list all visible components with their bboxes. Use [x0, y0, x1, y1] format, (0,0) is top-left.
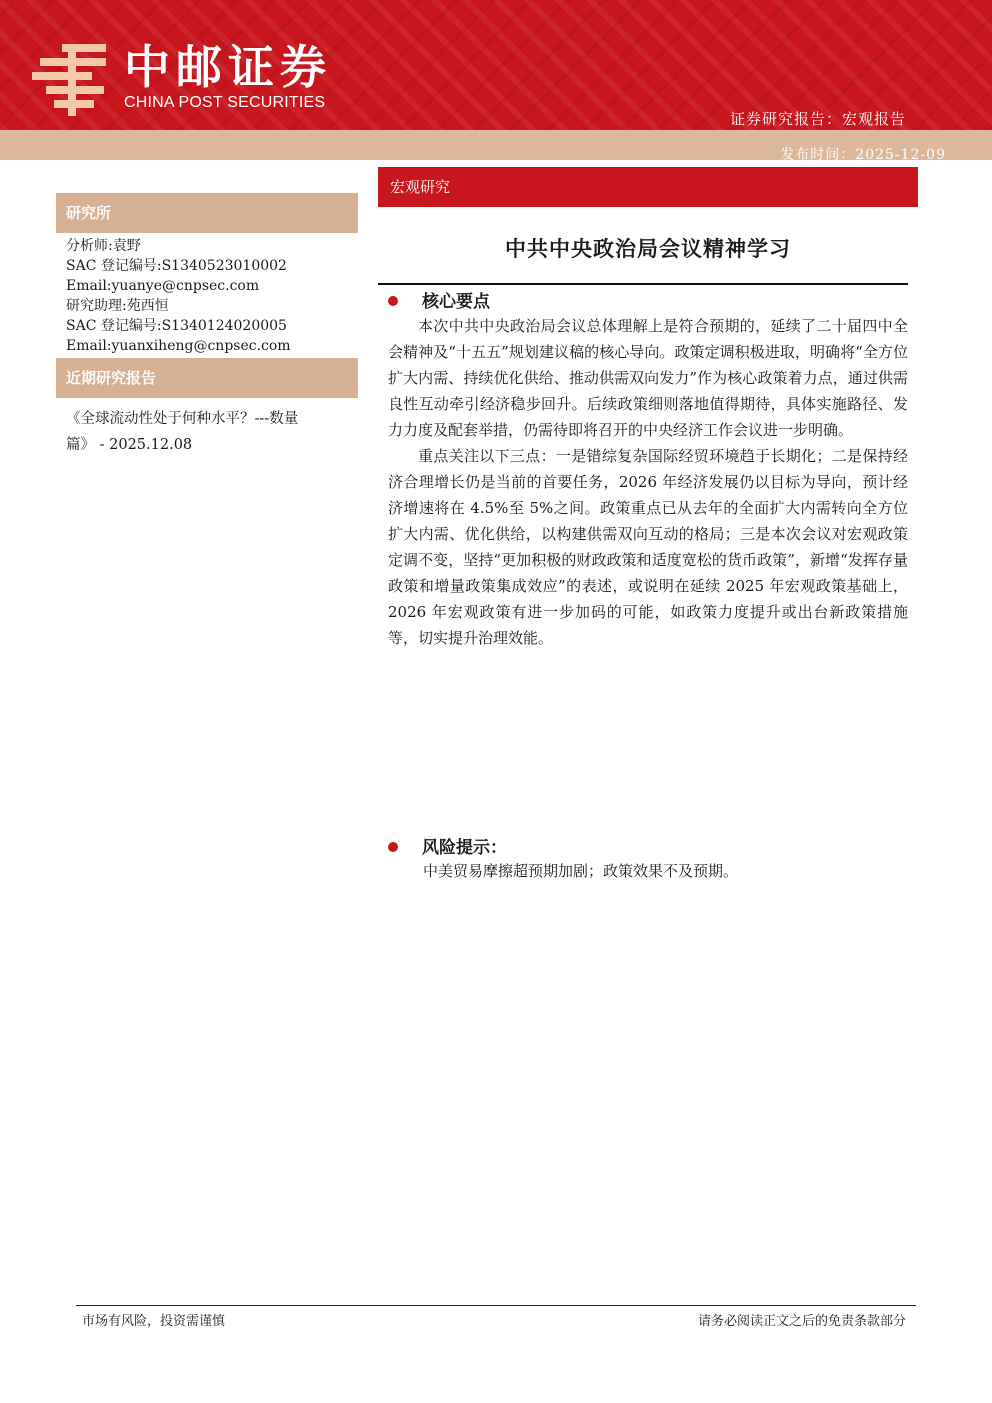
- analyst-name: 分析师:袁野: [66, 238, 141, 254]
- institute-heading: 研究所: [56, 193, 358, 233]
- analyst-info: [56, 233, 358, 356]
- report-type: 证券研究报告：宏观报告: [729, 110, 906, 128]
- assistant-sac-number: SAC 登记编号:S1340124020005: [66, 318, 287, 334]
- publish-date: 发布时间：2025-12-09: [780, 147, 946, 163]
- key-points-label: 核心要点: [422, 292, 490, 312]
- footer-disclaimer-left: 市场有风险，投资需谨慎: [82, 1314, 226, 1329]
- recent-report-line: 《全球流动性处于何种水平？---数量: [66, 411, 299, 427]
- risk-heading: [388, 833, 507, 858]
- brand-name-cn: 中邮证券: [124, 40, 332, 94]
- footer-disclaimer-right: 请务必阅读正文之后的免责条款部分: [697, 1314, 906, 1329]
- sidebar: [56, 193, 358, 458]
- key-points-heading: [388, 287, 490, 312]
- brand-name-en: CHINA POST SECURITIES: [124, 94, 326, 111]
- recent-report-link[interactable]: [56, 398, 358, 458]
- footer-divider: [76, 1305, 916, 1306]
- analyst-email[interactable]: Email:yuanye@cnpsec.com: [66, 278, 260, 294]
- bullet-icon: [388, 296, 398, 306]
- key-points-body: [388, 313, 908, 651]
- bullet-icon: [388, 842, 398, 852]
- assistant-name: 研究助理:苑西恒: [66, 298, 169, 314]
- title-divider: [378, 283, 908, 285]
- section-label: 宏观研究: [378, 167, 918, 207]
- recent-report-line: 篇》 - 2025.12.08: [66, 437, 193, 453]
- risk-label: 风险提示：: [422, 838, 507, 858]
- paragraph: 重点关注以下三点：一是错综复杂国际经贸环境趋于长期化；二是保持经济合理增长仍是当前的首要任务，2026 年经济发展仍以目标为导向，预计经济增速将在 4.5%至 5%之间。政策重点已从去年的全面扩大内需转向全方位扩大内需、优化供给，以构建供需双向互动的格局；三是本次会议对宏观政策定调不变，坚持“更加积极的财政政策和适度宽松的货币政策”，新增“发挥存量政策和增量政策集成效应”的表述，或说明在延续 2025 年宏观政策基础上，2026 年宏观政策有进一步加码的可能，如政策力度提升或出台新政策措施等，切实提升治理效能。: [388, 447, 908, 647]
- recent-reports-heading: 近期研究报告: [56, 358, 358, 398]
- china-post-logo-icon: [32, 40, 112, 118]
- analyst-sac-number: SAC 登记编号:S1340523010002: [66, 258, 287, 274]
- assistant-email[interactable]: Email:yuanxiheng@cnpsec.com: [66, 338, 291, 354]
- document-title: 中共中央政治局会议精神学习: [505, 236, 791, 261]
- paragraph: 本次中共中央政治局会议总体理解上是符合预期的，延续了二十届四中全会精神及“十五五”规划建议稿的核心导向。政策定调积极进取，明确将“全方位扩大内需、持续优化供给、推动供需双向发力”作为核心政策着力点，通过供需良性互动牵引经济稳步回升。后续政策细则落地值得期待，具体实施路径、发力力度及配套举措，仍需待即将召开的中央经济工作会议进一步明确。: [388, 317, 908, 439]
- risk-text: 中美贸易摩擦超预期加剧；政策效果不及预期。: [423, 862, 739, 880]
